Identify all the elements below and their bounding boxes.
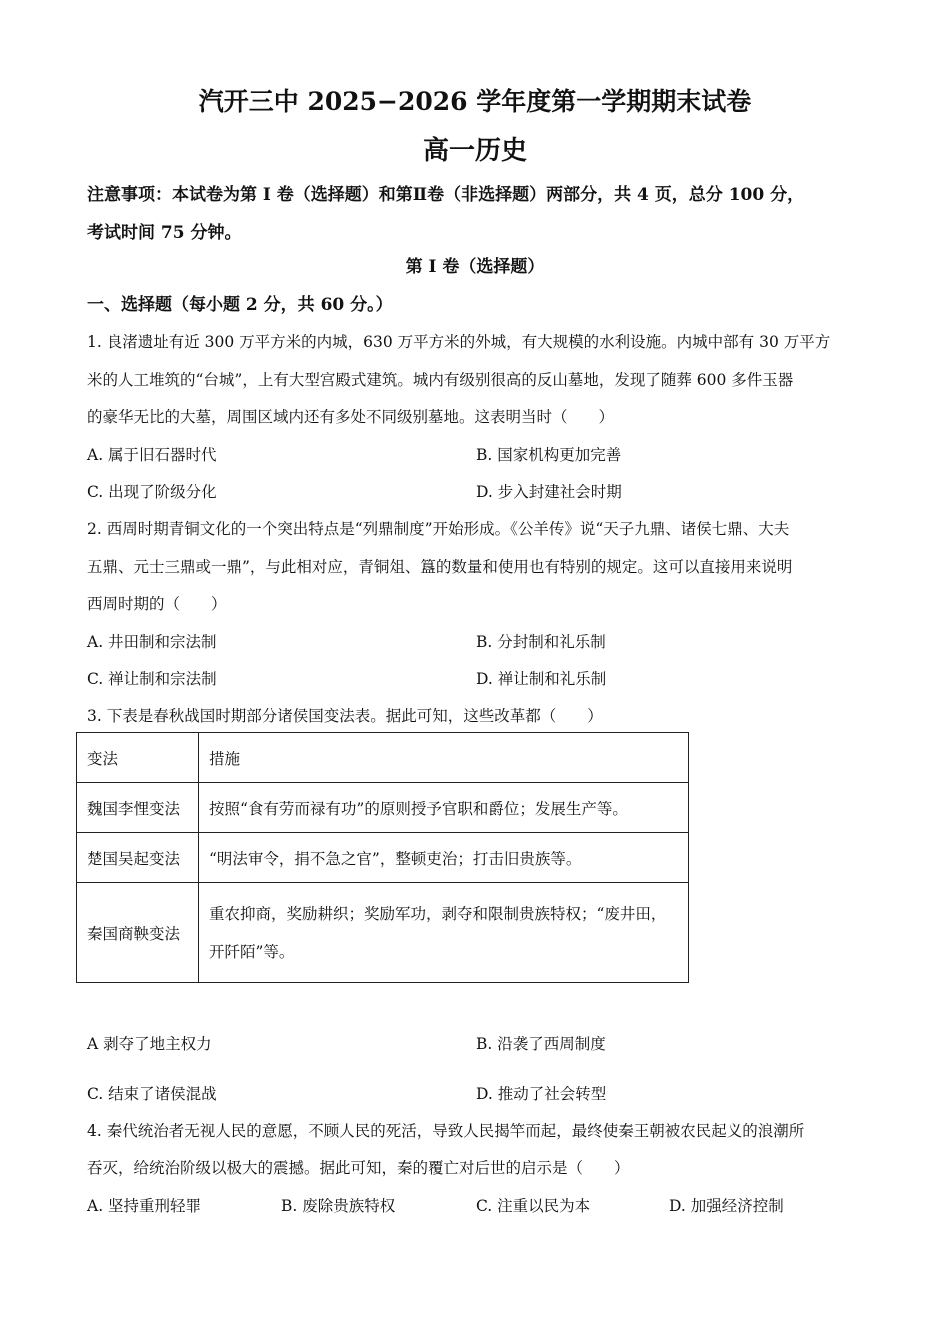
q1-stem-line: 的豪华无比的大墓，周围区域内还有多处不同级别墓地。这表明当时（ ） (87, 408, 615, 426)
q1-option-d[interactable]: D. 步入封建社会时期 (476, 483, 622, 501)
q3-option-d[interactable]: D. 推动了社会转型 (476, 1085, 607, 1103)
table-header-cell: 变法 (77, 733, 199, 783)
q3-option-c[interactable]: C. 结束了诸侯混战 (87, 1085, 217, 1103)
q4-option-b[interactable]: B. 废除贵族特权 (281, 1197, 396, 1215)
q1-stem-line: 米的人工堆筑的“台城”，上有大型宫殿式建筑。城内有级别很高的反山墓地，发现了随葬 600 多件玉器 (87, 371, 794, 389)
table-header-row (77, 733, 689, 783)
q2-option-c[interactable]: C. 禅让制和宗法制 (87, 670, 217, 688)
table-row (77, 783, 689, 833)
part-1-title: 第 I 卷（选择题） (405, 257, 545, 277)
table-cell-measures: 重农抑商，奖励耕织；奖励军功，剥夺和限制贵族特权；“废井田，开阡陌”等。 (199, 883, 689, 983)
notice-line-2: 考试时间 75 分钟。 (87, 223, 242, 243)
table-cell-reform: 魏国李悝变法 (77, 783, 199, 833)
q1-stem-line: 1. 良渚遗址有近 300 万平方米的内城，630 万平方米的外城，有大规模的水利设施。内城中部有 30 万平方 (87, 333, 831, 351)
exam-title: 汽开三中 2025−2026 学年度第一学期期末试卷 (198, 87, 752, 116)
q1-option-c[interactable]: C. 出现了阶级分化 (87, 483, 217, 501)
table-cell-reform: 楚国吴起变法 (77, 833, 199, 883)
q4-option-c[interactable]: C. 注重以民为本 (476, 1197, 591, 1215)
q2-stem-line: 西周时期的（ ） (87, 595, 227, 613)
table-row (77, 833, 689, 883)
q2-stem-line: 2. 西周时期青铜文化的一个突出特点是“列鼎制度”开始形成。《公羊传》说“天子九鼎、诸侯七鼎、大夫 (87, 520, 790, 538)
q2-option-d[interactable]: D. 禅让制和礼乐制 (476, 670, 607, 688)
table-cell-measures: “明法审令，捐不急之官”，整顿吏治；打击旧贵族等。 (199, 833, 689, 883)
table-row (77, 883, 689, 983)
q4-option-d[interactable]: D. 加强经济控制 (669, 1197, 784, 1215)
table-cell-reform: 秦国商鞅变法 (77, 883, 199, 983)
q4-option-a[interactable]: A. 坚持重刑轻罪 (87, 1197, 202, 1215)
q3-option-b[interactable]: B. 沿袭了西周制度 (476, 1035, 606, 1053)
q2-option-b[interactable]: B. 分封制和礼乐制 (476, 633, 606, 651)
q3-option-a[interactable]: A 剥夺了地主权力 (87, 1035, 212, 1053)
q4-stem-line: 吞灭，给统治阶级以极大的震撼。据此可知，秦的覆亡对后世的启示是（ ） (87, 1159, 630, 1177)
q2-option-a[interactable]: A. 井田制和宗法制 (87, 633, 217, 651)
q1-option-b[interactable]: B. 国家机构更加完善 (476, 446, 622, 464)
table-header-cell: 措施 (199, 733, 689, 783)
section-1-title: 一、选择题（每小题 2 分，共 60 分。） (87, 295, 393, 315)
q1-option-a[interactable]: A. 属于旧石器时代 (87, 446, 217, 464)
subject-title: 高一历史 (422, 136, 527, 166)
q2-stem-line: 五鼎、元士三鼎或一鼎”，与此相对应，青铜俎、簋的数量和使用也有特别的规定。这可以直接用来说明 (87, 558, 793, 576)
q4-stem-line: 4. 秦代统治者无视人民的意愿，不顾人民的死活，导致人民揭竿而起，最终使秦王朝被农民起义的浪潮所 (87, 1122, 805, 1140)
table-cell-measures: 按照“食有劳而禄有功”的原则授予官职和爵位；发展生产等。 (199, 783, 689, 833)
q3-stem: 3. 下表是春秋战国时期部分诸侯国变法表。据此可知，这些改革都（ ） (87, 707, 603, 725)
reform-table (76, 732, 689, 983)
notice-line-1: 注意事项：本试卷为第 I 卷（选择题）和第Ⅱ卷（非选择题）两部分，共 4 页，总分 100 分， (87, 185, 805, 205)
